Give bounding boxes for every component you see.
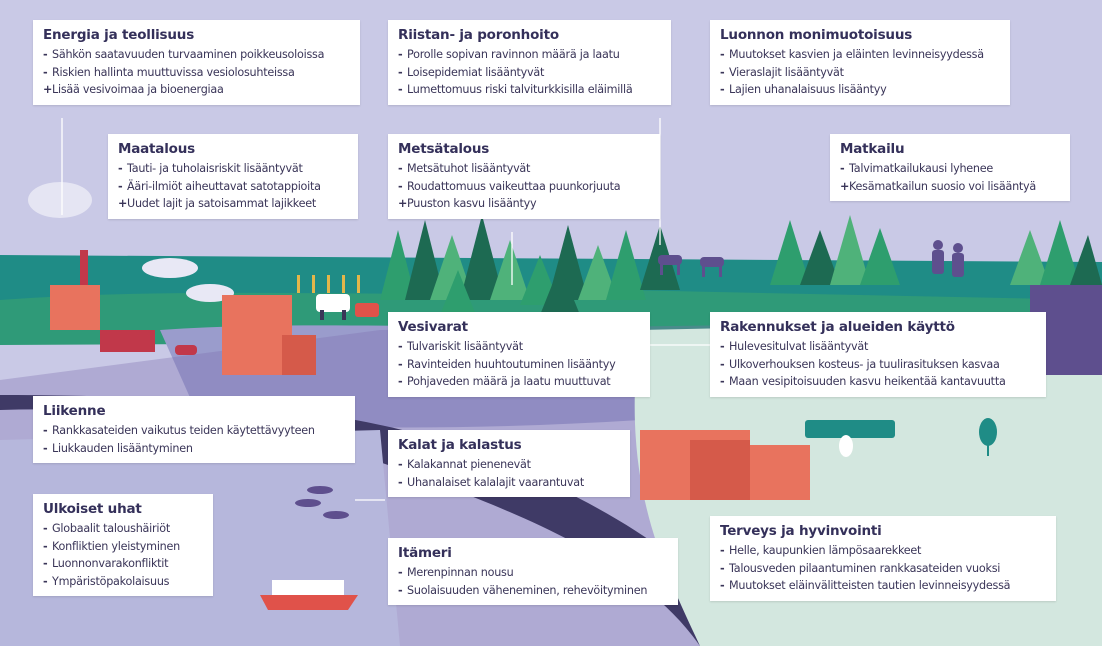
list-item: +Lisää vesivoimaa ja bioenergiaa — [43, 83, 224, 96]
card-liikenne — [33, 396, 355, 463]
list-item: - Rankkasateiden vaikutus teiden käytettävyyteen — [43, 424, 315, 437]
list-item: - Konfliktien yleistyminen — [43, 539, 180, 553]
list-item: +Uudet lajit ja satoisammat lajikkeet — [118, 197, 317, 210]
card-terveys — [710, 516, 1056, 601]
card-title: Liikenne — [43, 403, 106, 419]
card-list — [43, 520, 203, 590]
list-item: - Ravinteiden huuhtoutuminen lisääntyy — [398, 357, 616, 371]
list-item: - Tulvariskit lisääntyvät — [398, 340, 523, 353]
list-item: - Muutokset kasvien ja eläinten levinneisyydessä — [720, 48, 984, 61]
list-item: - Merenpinnan nousu — [398, 566, 514, 579]
card-list — [43, 422, 345, 457]
card-metsatalous — [388, 134, 660, 219]
card-title: Terveys ja hyvinvointi — [720, 523, 882, 539]
card-list — [398, 564, 668, 599]
tram-icon — [805, 420, 895, 438]
tractor-icon — [355, 303, 379, 317]
list-item: +Kesämatkailun suosio voi lisääntyä — [840, 179, 1037, 193]
list-item: - Ääri-ilmiöt aiheuttavat satotappioita — [118, 179, 321, 193]
list-item: - Maan vesipitoisuuden kasvu heikentää kantavuutta — [720, 375, 1006, 388]
card-list — [398, 456, 620, 491]
list-item: +Puuston kasvu lisääntyy — [398, 197, 537, 210]
card-title: Matkailu — [840, 141, 905, 157]
card-title: Maatalous — [118, 141, 195, 157]
card-kalat — [388, 430, 630, 497]
list-item: - Lajien uhanalaisuus lisääntyy — [720, 83, 887, 96]
card-title: Ulkoiset uhat — [43, 501, 142, 517]
list-item: - Helle, kaupunkien lämpösaarekkeet — [720, 544, 922, 557]
car-icon — [175, 345, 197, 355]
list-item: - Riskien hallinta muuttuvissa vesiolosuhteissa — [43, 65, 295, 79]
card-list — [398, 160, 650, 213]
list-item: - Roudattomuus vaikeuttaa puunkorjuuta — [398, 179, 621, 193]
list-item: - Suolaisuuden väheneminen, rehevöityminen — [398, 583, 648, 597]
card-ulkoiset — [33, 494, 213, 596]
list-item: - Tauti- ja tuholaisriskit lisääntyvät — [118, 162, 303, 175]
card-list — [398, 338, 640, 391]
list-item: - Pohjaveden määrä ja laatu muuttuvat — [398, 375, 611, 388]
card-list — [43, 46, 350, 99]
list-item: - Luonnonvarakonfliktit — [43, 557, 169, 570]
card-title: Energia ja teollisuus — [43, 27, 195, 43]
card-itameri — [388, 538, 678, 605]
card-list — [118, 160, 348, 213]
card-title: Vesivarat — [398, 319, 468, 335]
card-riista — [388, 20, 671, 105]
list-item: - Ulkoverhouksen kosteus- ja tuulirasituksen kasvaa — [720, 357, 1000, 371]
card-list — [720, 542, 1046, 595]
list-item: - Loisepidemiat lisääntyvät — [398, 65, 545, 79]
card-luonto — [710, 20, 1010, 105]
card-rakennukset — [710, 312, 1046, 397]
list-item: - Talousveden pilaantuminen rankkasateiden vuoksi — [720, 561, 1001, 575]
card-title: Kalat ja kalastus — [398, 437, 522, 453]
card-maatalous — [108, 134, 358, 219]
list-item: - Vieraslajit lisääntyvät — [720, 65, 844, 79]
list-item: - Muutokset eläinvälitteisten tautien levinneisyydessä — [720, 579, 1011, 592]
card-list — [840, 160, 1060, 195]
card-title: Luonnon monimuotoisuus — [720, 27, 913, 43]
list-item: - Talvimatkailukausi lyhenee — [840, 162, 994, 175]
list-item: - Sähkön saatavuuden turvaaminen poikkeusoloissa — [43, 48, 325, 61]
card-title: Metsätalous — [398, 141, 490, 157]
card-title: Itämeri — [398, 545, 452, 561]
list-item: - Liukkauden lisääntyminen — [43, 441, 193, 455]
list-item: - Kalakannat pienenevät — [398, 458, 531, 471]
list-item: - Ympäristöpakolaisuus — [43, 574, 170, 588]
card-energia — [33, 20, 360, 105]
card-list — [398, 46, 661, 99]
card-list — [720, 338, 1036, 391]
truck-icon — [100, 330, 155, 352]
list-item: - Lumettomuus riski talviturkkisilla eläimillä — [398, 83, 633, 96]
list-item: - Uhanalaiset kalalajit vaarantuvat — [398, 475, 584, 489]
ship-icon — [260, 580, 358, 610]
card-vesivarat — [388, 312, 650, 397]
card-list — [720, 46, 1000, 99]
card-matkailu — [830, 134, 1070, 201]
list-item: - Globaalit taloushäiriöt — [43, 522, 170, 535]
list-item: - Porolle sopivan ravinnon määrä ja laatu — [398, 48, 620, 61]
card-title: Riistan- ja poronhoito — [398, 27, 559, 43]
list-item: - Metsätuhot lisääntyvät — [398, 162, 531, 175]
card-title: Rakennukset ja alueiden käyttö — [720, 319, 955, 335]
list-item: - Hulevesitulvat lisääntyvät — [720, 340, 869, 353]
